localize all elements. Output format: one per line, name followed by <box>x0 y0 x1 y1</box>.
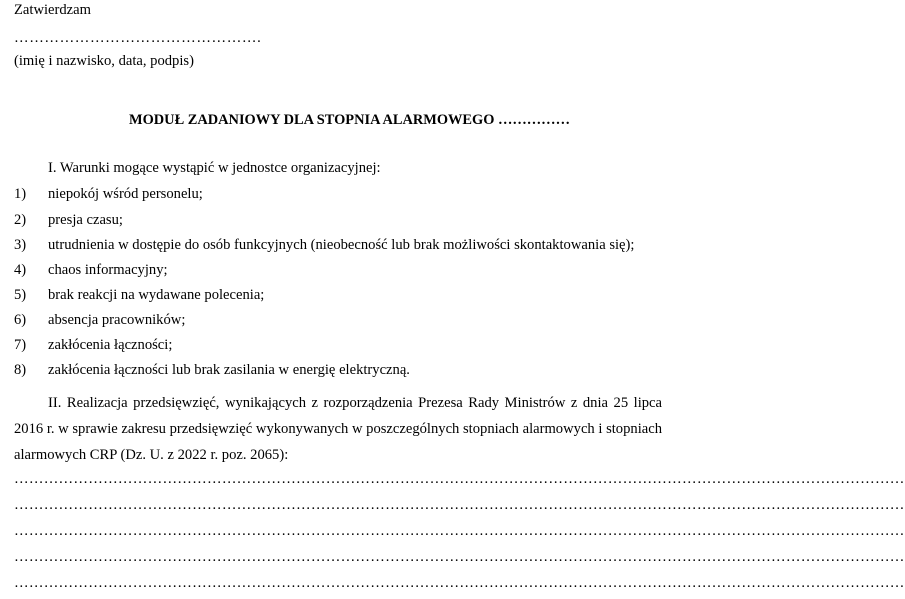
fill-in-line[interactable]: ……………………………………………………………………………………………………………………………………………………………… <box>14 471 905 487</box>
list-item <box>14 336 172 354</box>
list-item <box>14 236 634 254</box>
list-item-number: 6) <box>14 312 27 328</box>
signature-line: …………………………………………. <box>14 30 262 46</box>
list-item-text: brak reakcji na wydawane polecenia; <box>48 287 265 303</box>
list-item-text: chaos informacyjny; <box>48 262 168 278</box>
list-item <box>14 261 168 279</box>
list-item-number: 5) <box>14 287 27 303</box>
list-item-text: zakłócenia łączności lub brak zasilania w energię elektryczną. <box>48 362 410 378</box>
list-item-text: presja czasu; <box>48 212 123 228</box>
fill-in-line[interactable]: ……………………………………………………………………………………………………………………………………………………………… <box>14 575 905 591</box>
list-item-text: zakłócenia łączności; <box>48 337 173 353</box>
list-item <box>14 311 185 329</box>
list-item-text: niepokój wśród personelu; <box>48 186 203 202</box>
fill-in-line[interactable]: ……………………………………………………………………………………………………………………………………………………………… <box>14 549 905 565</box>
list-item-number: 8) <box>14 362 27 378</box>
list-item-text: utrudnienia w dostępie do osób funkcyjnych (nieobecność lub brak możliwości skontaktowania się); <box>48 237 635 253</box>
list-item <box>14 286 264 304</box>
list-item-number: 4) <box>14 262 27 278</box>
section-2-paragraph: II. Realizacja przedsięwzięć, wynikających z rozporządzenia Prezesa Rady Ministrów z dnia 25 lipca 2016 r. w sprawie zakresu przedsięwzięć wykonywanych w poszczególnych stopniach alarmowych i stopniach alarmowych CRP (Dz. U. z 2022 r. poz. 2065): <box>14 395 662 463</box>
list-item-text: absencja pracowników; <box>48 312 186 328</box>
list-item <box>14 361 410 379</box>
list-item-number: 1) <box>14 186 27 202</box>
list-item-number: 3) <box>14 237 27 253</box>
signature-caption: (imię i nazwisko, data, podpis) <box>14 53 194 69</box>
fill-in-line[interactable]: ……………………………………………………………………………………………………………………………………………………………… <box>14 523 905 539</box>
fill-in-line[interactable]: ……………………………………………………………………………………………………………………………………………………………… <box>14 497 905 513</box>
list-item-number: 2) <box>14 212 27 228</box>
list-item <box>14 185 203 203</box>
list-item-number: 7) <box>14 337 27 353</box>
list-item <box>14 211 123 229</box>
section-1-heading: I. Warunki mogące wystąpić w jednostce organizacyjnej: <box>48 160 381 176</box>
approval-label: Zatwierdzam <box>14 2 91 18</box>
page-title: MODUŁ ZADANIOWY DLA STOPNIA ALARMOWEGO …………… <box>129 112 570 128</box>
